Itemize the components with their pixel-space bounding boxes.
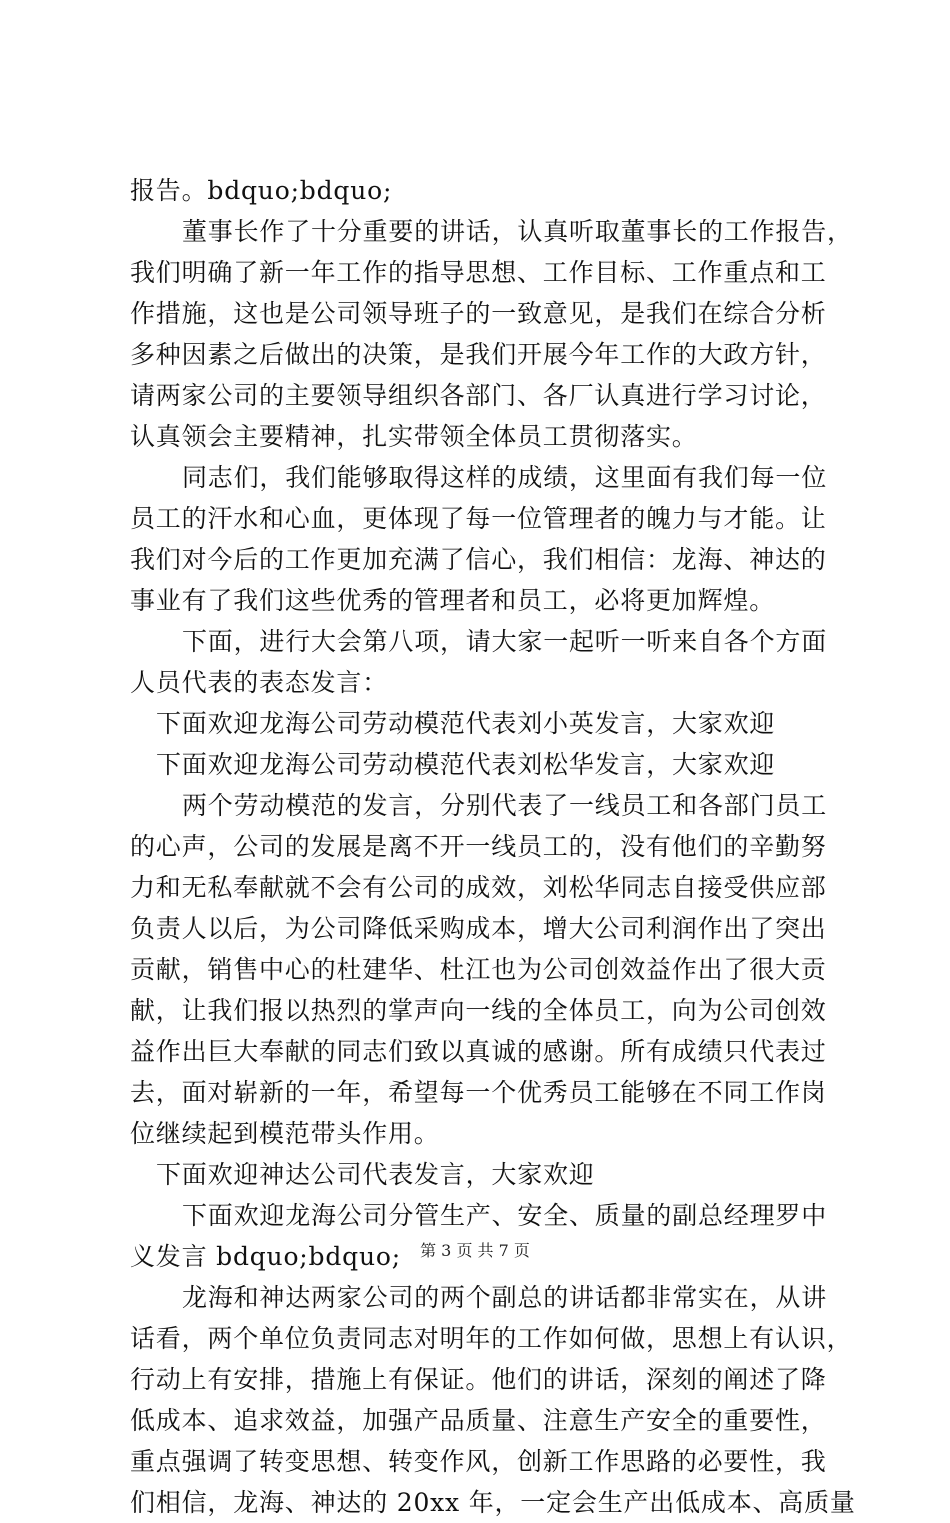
text-line: 人员代表的表态发言： xyxy=(130,668,389,697)
text-line: 下面欢迎神达公司代表发言，大家欢迎 xyxy=(156,1160,595,1189)
text-line: 重点强调了转变思想、转变作风，创新工作思路的必要性，我 xyxy=(130,1447,827,1476)
text-line: 作措施，这也是公司领导班子的一致意见，是我们在综合分析 xyxy=(130,299,827,328)
text-line: 下面欢迎龙海公司分管生产、安全、质量的副总经理罗中 xyxy=(182,1201,828,1230)
text-line: 位继续起到模范带头作用。 xyxy=(130,1119,440,1148)
text-line: 益作出巨大奉献的同志们致以真诚的感谢。所有成绩只代表过 xyxy=(130,1037,827,1066)
text-line: 献，让我们报以热烈的掌声向一线的全体员工，向为公司创效 xyxy=(130,996,827,1025)
text-line: 下面，进行大会第八项，请大家一起听一听来自各个方面 xyxy=(182,627,828,656)
text-line: 员工的汗水和心血，更体现了每一位管理者的魄力与才能。让 xyxy=(130,504,827,533)
text-line: 多种因素之后做出的决策，是我们开展今年工作的大政方针， xyxy=(130,340,827,369)
text-line: 低成本、追求效益，加强产品质量、注意生产安全的重要性， xyxy=(130,1406,827,1435)
text-line: 请两家公司的主要领导组织各部门、各厂认真进行学习讨论， xyxy=(130,381,827,410)
text-line: 话看，两个单位负责同志对明年的工作如何做，思想上有认识， xyxy=(130,1324,853,1353)
page-number-footer: 第 3 页 共 7 页 xyxy=(420,1241,530,1260)
text-line: 贡献，销售中心的杜建华、杜江也为公司创效益作出了很大贡 xyxy=(130,955,827,984)
text-line: 们相信，龙海、神达的 20xx 年，一定会生产出低成本、高质量 xyxy=(130,1488,856,1517)
text-line: 报告。bdquo;bdquo; xyxy=(130,176,393,205)
text-line: 义发言 bdquo;bdquo; xyxy=(130,1242,401,1271)
text-line: 两个劳动模范的发言，分别代表了一线员工和各部门员工 xyxy=(182,791,828,820)
document-body xyxy=(130,170,856,1523)
text-line: 下面欢迎龙海公司劳动模范代表刘松华发言，大家欢迎 xyxy=(156,750,776,779)
text-line: 下面欢迎龙海公司劳动模范代表刘小英发言，大家欢迎 xyxy=(156,709,776,738)
text-line: 龙海和神达两家公司的两个副总的讲话都非常实在，从讲 xyxy=(182,1283,828,1312)
text-line: 负责人以后，为公司降低采购成本，增大公司利润作出了突出 xyxy=(130,914,827,943)
text-line: 力和无私奉献就不会有公司的成效，刘松华同志自接受供应部 xyxy=(130,873,827,902)
text-line: 的心声，公司的发展是离不开一线员工的，没有他们的辛勤努 xyxy=(130,832,827,861)
text-line: 我们明确了新一年工作的指导思想、工作目标、工作重点和工 xyxy=(130,258,827,287)
text-line: 行动上有安排，措施上有保证。他们的讲话，深刻的阐述了降 xyxy=(130,1365,827,1394)
text-line: 董事长作了十分重要的讲话，认真听取董事长的工作报告， xyxy=(182,217,853,246)
text-line: 同志们，我们能够取得这样的成绩，这里面有我们每一位 xyxy=(182,463,828,492)
text-line: 我们对今后的工作更加充满了信心，我们相信：龙海、神达的 xyxy=(130,545,827,574)
text-line: 事业有了我们这些优秀的管理者和员工，必将更加辉煌。 xyxy=(130,586,776,615)
text-line: 去，面对崭新的一年，希望每一个优秀员工能够在不同工作岗 xyxy=(130,1078,827,1107)
text-line: 认真领会主要精神，扎实带领全体员工贯彻落实。 xyxy=(130,422,698,451)
